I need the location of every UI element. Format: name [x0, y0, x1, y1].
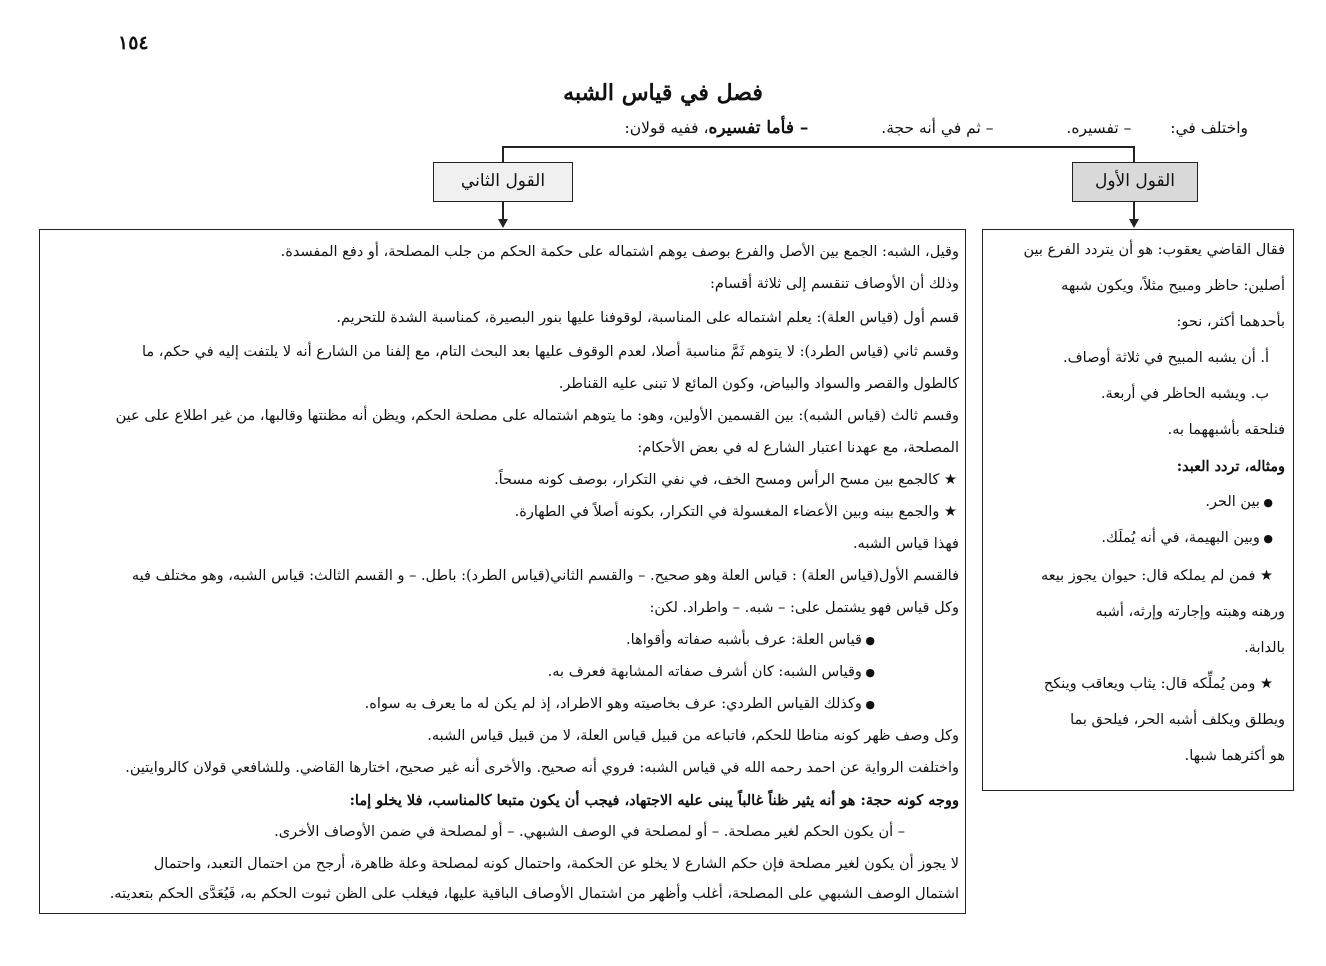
fo-line: ★ فمن لم يملكه قال: حيوان يجوز بيعه: [1041, 568, 1273, 584]
second-opinion-panel: [39, 229, 966, 914]
fo-line: فنلحقه بأشبههما به.: [1167, 422, 1285, 438]
so-line: ● قياس العلة: عرف بأشبه صفاته وأقواها.: [626, 632, 875, 648]
so-line: اشتمال الوصف الشبهي على المصلحة، أغلب وأظهر من اشتمال الأوصاف الباقية عليها، فيغلب على الظن ثبوت الحكم به، فَيُعَدَّى الحكم بتعديته.: [109, 886, 959, 902]
so-line: ★ كالجمع بين مسح الرأس ومسح الخف، في نفي التكرار، بوصف كونه مسحاً.: [494, 472, 957, 488]
so-line: وقيل، الشبه: الجمع بين الأصل والفرع بوصف يوهم اشتماله على حكمة الحكم من جلب المصلحة، أو دفع المفسدة.: [280, 244, 959, 260]
so-line: ووجه كونه حجة: هو أنه يثير ظناً غالباً يبنى عليه الاجتهاد، فيجب أن يكون متبعا كالمناسب، فلا يخلو إما:: [349, 792, 959, 809]
so-line: ● وكذلك القياس الطردي: عرف بخاصيته وهو الاطراد، إذ لم يكن له ما يعرف به سواه.: [365, 696, 875, 712]
fo-line: هو أكثرهما شبها.: [1184, 748, 1285, 764]
fo-line: ★ ومن يُملِّكه قال: يثاب ويعاقب وينكح: [1044, 676, 1273, 692]
so-line: قسم أول (قياس العلة): يعلم اشتماله على المناسبة، لوقوفنا عليها بنور البصيرة، كمناسبة الشدة للتحريم.: [336, 310, 959, 326]
fo-line: ومثاله، تردد العبد:: [1176, 458, 1285, 475]
fo-line: ويطلق ويكلف أشبه الحر، فيلحق بما: [1070, 712, 1285, 728]
connector-right-v: [1133, 146, 1135, 162]
page-number: ١٥٤: [118, 32, 149, 54]
so-line: وقسم ثالث (قياس الشبه): بين القسمين الأولين، وهو: ما يتوهم اشتماله على مصلحة الحكم، ويظن أنه مظنتها وقالبها، من غير اطلاع على عين: [115, 408, 959, 424]
fo-line: ورهنه وهبته وإجارته وإرثه، أشبه: [1095, 604, 1285, 620]
connector-left-v: [502, 146, 504, 162]
intro-tail: ، ففيه قولان:: [624, 119, 709, 137]
so-line: ● وقياس الشبه: كان أشرف صفاته المشابهة فعرف به.: [548, 664, 875, 680]
so-line: فهذا قياس الشبه.: [852, 536, 959, 552]
so-line: كالطول والقصر والسواد والبياض، وكون المائع لا تبنى عليه القناطر.: [558, 376, 959, 392]
intro-item-1: – تفسيره.: [1066, 119, 1132, 137]
connector-h: [502, 146, 1134, 148]
connector-q1-down: [1133, 200, 1135, 220]
so-line: وقسم ثاني (قياس الطرد): لا يتوهم ثَمَّ مناسبة أصلا، لعدم الوقوف عليها بعد البحث التام، مع إلفنا من الشارع أنه لا يلتفت إليه في حكم، ما: [141, 344, 959, 360]
fo-line: ب. ويشبه الحاظر في أربعة.: [1100, 386, 1269, 402]
fo-line: بالدابة.: [1244, 640, 1285, 656]
fo-line: أ. أن يشبه المبيح في ثلاثة أوصاف.: [1063, 350, 1269, 366]
so-line: المصلحة، مع عهدنا اعتبار الشارع له في بعض الأحكام:: [637, 440, 959, 456]
connector-q2-down: [502, 200, 504, 220]
fo-line: بأحدهما أكثر، نحو:: [1176, 314, 1285, 330]
so-line: ★ والجمع بينه وبين الأعضاء المغسولة في التكرار، بكونه أصلاً في الطهارة.: [515, 504, 957, 520]
first-opinion-panel: [982, 229, 1294, 791]
page-title: فصل في قياس الشبه: [563, 80, 763, 106]
intro-bold: – فأما تفسيره: [708, 118, 809, 138]
so-line: فالقسم الأول(قياس العلة) : قياس العلة وهو صحيح. – والقسم الثاني(قياس الطرد): باطل. – و القسم الثالث: قياس الشبه، وهو مختلف فيه: [131, 568, 959, 584]
fo-line: أصلين: حاظر ومبيح مثلاً، ويكون شبهه: [1061, 278, 1285, 294]
second-opinion-box: القول الثاني: [433, 162, 573, 202]
fo-line: ● وبين البهيمة، في أنه يُملَك.: [1101, 530, 1273, 546]
arrow-q2: [498, 219, 508, 228]
arrow-q1: [1129, 219, 1139, 228]
so-line: – أن يكون الحكم لغير مصلحة. – أو لمصلحة في الوصف الشبهي. – أو لمصلحة في ضمن الأوصاف الأخرى.: [274, 824, 905, 840]
so-line: وذلك أن الأوصاف تنقسم إلى ثلاثة أقسام:: [709, 276, 959, 292]
intro-line: [625, 118, 1248, 138]
fo-line: ● بين الحر.: [1205, 494, 1273, 510]
intro-lead: واختلف في:: [1170, 119, 1248, 137]
so-line: وكل قياس فهو يشتمل على: – شبه. – واطراد. لكن:: [649, 600, 959, 616]
fo-line: فقال القاضي يعقوب: هو أن يتردد الفرع بين: [1023, 242, 1285, 258]
so-line: وكل وصف ظهر كونه مناطا للحكم، فاتباعه من قبيل قياس العلة، لا من قبيل قياس الشبه.: [427, 728, 959, 744]
first-opinion-box: القول الأول: [1072, 162, 1198, 202]
so-line: لا يجوز أن يكون لغير مصلحة فإن حكم الشارع لا يخلو عن الحكمة، واحتمال كونه لمصلحة وعلة ظاهرة، أرجح من احتمال التعبد، واحتمال: [153, 856, 959, 872]
intro-item-2: – ثم في أنه حجة.: [881, 119, 994, 137]
so-line: واختلفت الرواية عن احمد رحمه الله في قياس الشبه: فروي أنه صحيح. والأخرى أنه غير صحيح، اختارها القاضي. وللشافعي قولان كالروايتين.: [125, 760, 959, 776]
